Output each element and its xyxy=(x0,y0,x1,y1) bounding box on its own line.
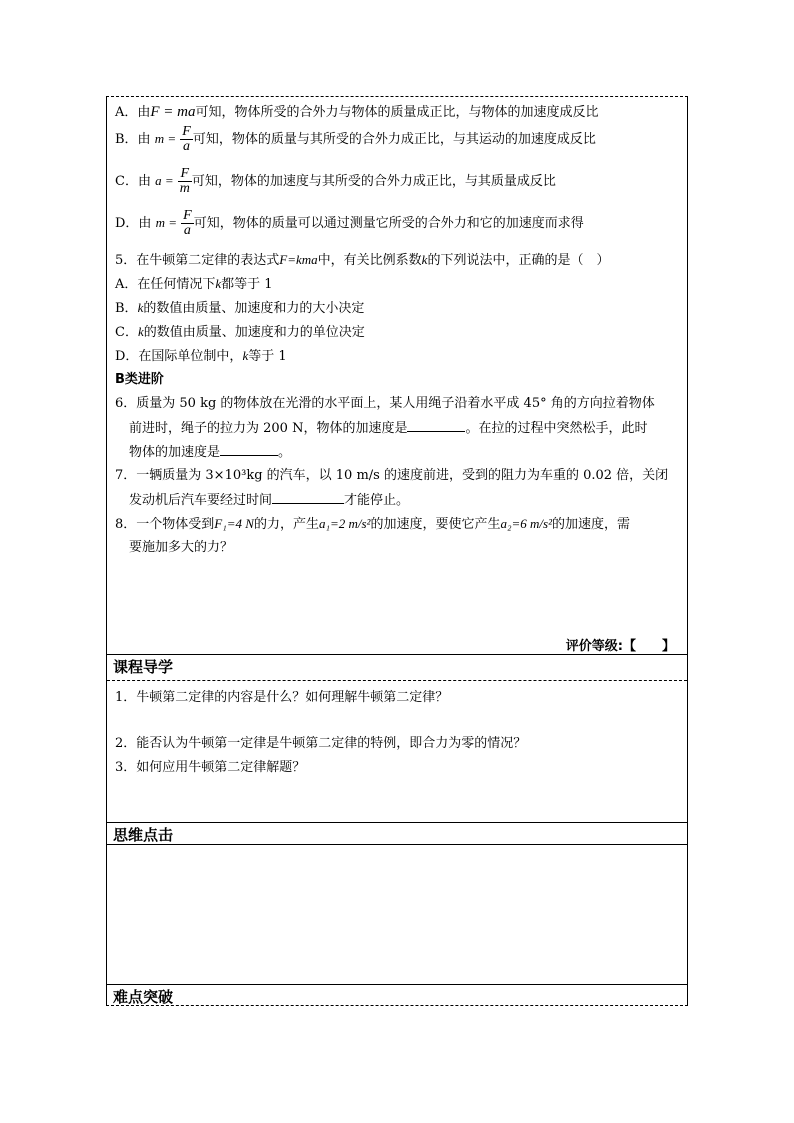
divider xyxy=(107,680,687,681)
exercise-block xyxy=(106,96,688,654)
option-c: C．由 a = $\frac{F}{m}$ 可知，物体的加速度与其所受的合外力成正比，与其质量成反比 xyxy=(115,166,556,196)
q5-option-c: C．k的数值由质量、加速度和力的单位决定 xyxy=(115,324,365,340)
option-d: D．由 m = $\frac{F}{a}$ 可知，物体的质量可以通过测量它所受的合外力和它的加速度而求得 xyxy=(115,208,584,238)
question-7-line-2: 发动机后汽车要经过时间 才能停止。 xyxy=(129,493,410,508)
q5-option-b: B．k的数值由质量、加速度和力的大小决定 xyxy=(115,300,365,316)
question-8-line-2: 要施加多大的力？ xyxy=(129,540,234,555)
b-level-heading: B类进阶 xyxy=(115,372,164,387)
thinking-section xyxy=(106,822,688,984)
course-question-2: 2．能否认为牛顿第一定律是牛顿第二定律的特例，即合力为零的情况？ xyxy=(115,736,527,751)
question-6-line-1: 6．质量为 50 kg 的物体放在光滑的水平面上，某人用绳子沿着水平成 45° 角的方向拉着物体 xyxy=(115,396,655,411)
question-7-line-1: 7．一辆质量为 3×10³kg 的汽车，以 10 m/s 的速度前进，受到的阻力为车重的 0.02 倍，关闭 xyxy=(115,468,669,483)
fraction: $\frac{F}{a}$ xyxy=(183,208,192,238)
section-title: 难点突破 xyxy=(113,988,174,1006)
answer-blank[interactable] xyxy=(272,491,344,504)
course-question-3: 3．如何应用牛顿第二定律解题？ xyxy=(115,760,306,775)
question-6-line-2: 前进时，绳子的拉力为 200 N，物体的加速度是 。在拉的过程中突然松手，此时 xyxy=(129,421,648,436)
section-title: 课程导学 xyxy=(113,658,174,676)
option-a: A．由F = ma可知，物体所受的合外力与物体的质量成正比，与物体的加速度成反比 xyxy=(115,104,599,120)
course-question-1: 1．牛顿第二定律的内容是什么？如何理解牛顿第二定律？ xyxy=(115,690,449,705)
question-8-line-1: 8．一个物体受到F₁=4 N的力，产生a₁=2 m/s²的加速度，要使它产生a₂=6 m/s²的加速度，需 xyxy=(115,516,630,532)
answer-blank[interactable] xyxy=(407,419,465,432)
q5-option-a: A．在任何情况下k都等于 1 xyxy=(115,276,273,292)
course-guide-section xyxy=(106,654,688,822)
option-b: B．由 m = $\frac{F}{a}$ 可知，物体的质量与其所受的合外力成正比，与其运动的加速度成反比 xyxy=(115,124,596,154)
q5-option-d: D．在国际单位制中，k等于 1 xyxy=(115,348,287,364)
answer-blank[interactable] xyxy=(220,443,278,456)
section-title: 思维点击 xyxy=(113,826,174,844)
fraction: $\frac{F}{m}$ xyxy=(179,166,190,196)
divider xyxy=(107,844,687,845)
difficulty-section xyxy=(106,984,688,1006)
fraction: $\frac{F}{a}$ xyxy=(182,124,191,154)
evaluation-grade: 评价等级:【 】 xyxy=(565,639,675,654)
question-6-line-3: 物体的加速度是 。 xyxy=(129,445,292,460)
question-5: 5．在牛顿第二定律的表达式F=kma中，有关比例系数k的下列说法中，正确的是（ ） xyxy=(115,252,610,268)
